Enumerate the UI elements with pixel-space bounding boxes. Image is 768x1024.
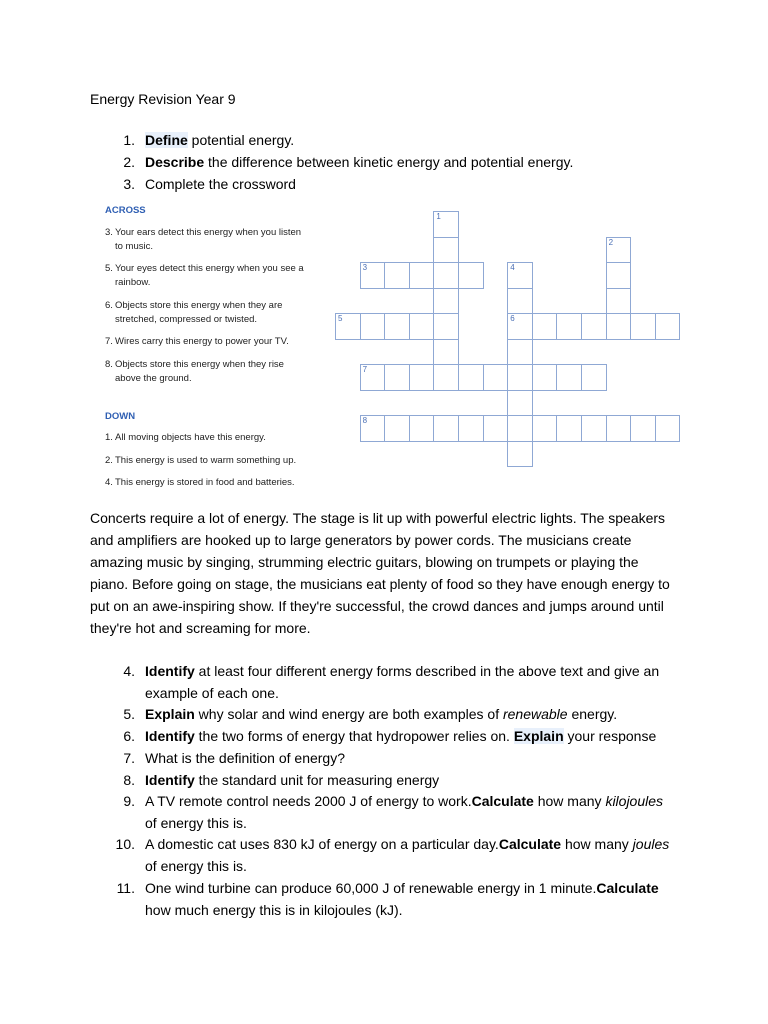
crossword-cell[interactable] — [360, 313, 386, 340]
question-10: 10. A domestic cat uses 830 kJ of energy on a particular day.Calculate how many joules of energy this is. — [115, 836, 670, 874]
crossword-cell[interactable] — [384, 262, 410, 289]
crossword-clue-number: 8 — [362, 416, 368, 425]
crossword-cell[interactable] — [384, 415, 410, 442]
question-11: 11. One wind turbine can produce 60,000 J of renewable energy in 1 minute.Calculate how much energy this is in kilojoules (kJ). — [116, 880, 659, 918]
crossword-clue-number: 7 — [362, 365, 368, 374]
crossword-cell[interactable] — [606, 262, 632, 289]
across-heading: ACROSS — [105, 205, 146, 216]
across-clue-8: 8. Objects store this energy when they rise above the ground. — [105, 359, 284, 384]
crossword-cell[interactable] — [507, 313, 533, 340]
crossword-cell[interactable] — [458, 415, 484, 442]
question-9: 9. A TV remote control needs 2000 J of energy to work.Calculate how many kilojoules of energy this is. — [123, 793, 664, 831]
question-7: 7. What is the definition of energy? — [123, 750, 346, 766]
crossword-cell[interactable] — [532, 313, 558, 340]
crossword-clue-number: 4 — [510, 263, 515, 272]
across-clue-7: 7. Wires carry this energy to power your TV. — [105, 336, 289, 347]
down-clue-2: 2. This energy is used to warm something up. — [105, 455, 297, 466]
crossword-cell[interactable] — [409, 364, 435, 391]
crossword-cell[interactable] — [556, 364, 582, 391]
question-8: 8. Identify the standard unit for measuring energy — [123, 772, 440, 788]
crossword-cell[interactable] — [556, 313, 582, 340]
crossword-cell[interactable] — [532, 364, 558, 391]
crossword-cell[interactable] — [655, 415, 681, 442]
crossword-cell[interactable] — [606, 237, 632, 264]
crossword-cell[interactable] — [507, 415, 533, 442]
crossword-cell[interactable] — [507, 288, 533, 315]
crossword-cell[interactable] — [458, 262, 484, 289]
crossword-cell[interactable] — [433, 237, 459, 264]
crossword-cell[interactable] — [581, 364, 607, 391]
crossword-cell[interactable] — [630, 313, 656, 340]
crossword-cell[interactable] — [458, 364, 484, 391]
crossword-cell[interactable] — [483, 364, 509, 391]
crossword-cell[interactable] — [433, 339, 459, 366]
crossword-cell[interactable] — [433, 313, 459, 340]
crossword-cell[interactable] — [581, 313, 607, 340]
crossword-cell[interactable] — [360, 415, 386, 442]
crossword-cell[interactable] — [507, 339, 533, 366]
crossword-cell[interactable] — [433, 364, 459, 391]
crossword-cell[interactable] — [606, 313, 632, 340]
crossword-cell[interactable] — [606, 288, 632, 315]
crossword-cell[interactable] — [433, 415, 459, 442]
question-4: 4. Identify at least four different energy forms described in the above text and give an example of each one. — [123, 663, 660, 701]
down-heading: DOWN — [105, 411, 136, 422]
crossword-cell[interactable] — [335, 313, 361, 340]
crossword-cell[interactable] — [409, 415, 435, 442]
crossword-cell[interactable] — [532, 415, 558, 442]
crossword-cell[interactable] — [360, 262, 386, 289]
crossword-cell[interactable] — [507, 390, 533, 417]
question-5: 5. Explain why solar and wind energy are both examples of renewable energy. — [123, 706, 618, 722]
crossword-cell[interactable] — [384, 313, 410, 340]
crossword-cell[interactable] — [409, 262, 435, 289]
crossword-clue-number: 5 — [338, 314, 343, 323]
crossword-cell[interactable] — [507, 262, 533, 289]
question-6: 6. Identify the two forms of energy that hydropower relies on. Explain your response — [123, 728, 657, 744]
crossword-cell[interactable] — [360, 364, 386, 391]
crossword-clue-number: 6 — [510, 314, 515, 323]
crossword-cell[interactable] — [581, 415, 607, 442]
crossword-cell[interactable] — [433, 262, 459, 289]
crossword-cell[interactable] — [433, 288, 459, 315]
crossword-cell[interactable] — [409, 313, 435, 340]
crossword-cell[interactable] — [384, 364, 410, 391]
page-title: Energy Revision Year 9 — [90, 91, 236, 107]
crossword-cell[interactable] — [483, 415, 509, 442]
across-clue-3: 3. Your ears detect this energy when you listen to music. — [105, 227, 302, 252]
crossword-cell[interactable] — [556, 415, 582, 442]
crossword-cell[interactable] — [507, 364, 533, 391]
across-clue-5: 5. Your eyes detect this energy when you see a rainbow. — [105, 263, 304, 288]
question-3: 3. Complete the crossword — [123, 176, 296, 192]
down-clue-4: 4. This energy is stored in food and batteries. — [105, 477, 295, 488]
crossword-cell[interactable] — [655, 313, 681, 340]
crossword-cell[interactable] — [630, 415, 656, 442]
down-clue-1: 1. All moving objects have this energy. — [105, 432, 266, 443]
crossword-clue-number: 1 — [436, 212, 441, 221]
question-1: 1. Define potential energy. — [123, 132, 295, 148]
across-clue-6: 6. Objects store this energy when they are stretched, compressed or twisted. — [105, 300, 283, 325]
crossword-clue-number: 3 — [362, 263, 368, 272]
crossword-cell[interactable] — [606, 415, 632, 442]
reading-passage: Concerts require a lot of energy. The stage is lit up with powerful electric lights. The speakers and amplifiers are hooked up to large generators by power cords. The musicians create amazing music by singing, strumming electric guitars, blowing on trumpets or playing the piano. Before going on stage, the musicians eat plenty of food so they have enough energy to put on an awe-inspiring show. If they're successful, the crowd dances and jumps around until they're hot and screaming for more. — [90, 510, 670, 636]
crossword-clue-number: 2 — [608, 237, 614, 247]
crossword-cell[interactable] — [433, 211, 459, 238]
crossword-cell[interactable] — [507, 441, 533, 468]
question-2: 2. Describe the difference between kinetic energy and potential energy. — [123, 154, 574, 170]
